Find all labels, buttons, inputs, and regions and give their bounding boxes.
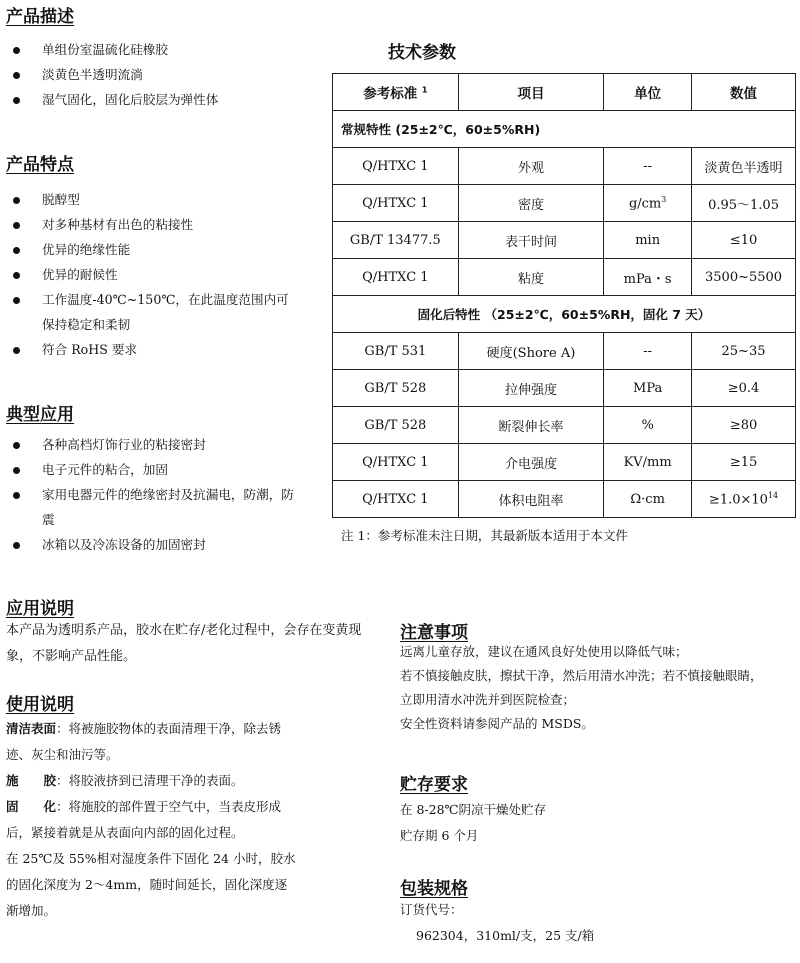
table-row: GB/T 528 拉伸强度 MPa ≥0.4 <box>333 370 796 407</box>
product-desc-list <box>6 37 306 112</box>
list-item: 各种高档灯饰行业的粘接密封 <box>6 432 296 457</box>
packaging-body <box>400 897 770 949</box>
list-item: 电子元件的粘合，加固 <box>6 457 296 482</box>
storage-heading: 贮存要求 <box>400 775 468 795</box>
list-item: 家用电器元件的绝缘密封及抗漏电，防潮，防震 <box>6 482 296 532</box>
cautions-heading: 注意事项 <box>400 623 468 643</box>
tech-heading: 技术参数 <box>388 43 456 63</box>
section-row: 固化后特性 （25±2℃，60±5%RH，固化 7 天） <box>333 296 796 333</box>
section-row: 常规特性 (25±2℃，60±5%RH) <box>333 111 796 148</box>
table-row: Q/HTXC 1 介电强度 KV/mm ≥15 <box>333 444 796 481</box>
table-header-row <box>333 74 796 111</box>
list-item: 脱醇型 <box>6 187 296 212</box>
header-cell: 参考标准 $^1$ <box>333 74 459 111</box>
app-notes-text: 本产品为透明系产品，胶水在贮存/老化过程中，会存在变黄现象，不影响产品性能。 <box>6 623 362 664</box>
order-label: 订货代号： <box>400 902 463 917</box>
usage-heading: 使用说明 <box>6 695 74 715</box>
usage-body <box>6 716 298 924</box>
typical-apps-list <box>6 432 296 557</box>
header-cell: 单位 <box>604 74 692 111</box>
table-row: GB/T 531 硬度(Shore A) -- 25~35 <box>333 333 796 370</box>
table-note: 注 1：参考标准未注日期，其最新版本适用于本文件 <box>341 528 628 543</box>
usage-clean: 清洁表面：将被施胶物体的表面清理干净，除去锈迹、灰尘和油污等。 <box>6 721 282 762</box>
list-item: 工作温度-40℃~150℃，在此温度范围内可保持稳定和柔韧 <box>6 287 296 337</box>
list-item: 单组份室温硫化硅橡胶 <box>6 37 306 62</box>
usage-cure: 固 化：将施胶的部件置于空气中，当表皮形成后，紧接着就是从表面向内部的固化过程。 <box>6 799 282 840</box>
list-item: 冰箱以及冷冻设备的加固密封 <box>6 532 296 557</box>
list-item: 淡黄色半透明流淌 <box>6 62 306 87</box>
table-row: Q/HTXC 1 外观 -- 淡黄色半透明 <box>333 148 796 185</box>
storage-line: 贮存期 6 个月 <box>400 828 479 843</box>
list-item: 优异的耐候性 <box>6 262 296 287</box>
typical-apps-heading: 典型应用 <box>6 405 74 425</box>
cautions-body <box>400 640 772 736</box>
tech-table <box>332 73 796 518</box>
table-row: GB/T 528 断裂伸长率 % ≥80 <box>333 407 796 444</box>
header-cell: 项目 <box>458 74 604 111</box>
product-desc-heading: 产品描述 <box>6 7 74 27</box>
caution-line: 若不慎接触皮肤，擦拭干净，然后用清水冲洗；若不慎接触眼睛，立即用清水冲洗并到医院检查； <box>400 668 763 707</box>
product-features-list <box>6 187 296 362</box>
packaging-heading: 包装规格 <box>400 879 468 899</box>
usage-cure-detail: 在 25℃及 55%相对湿度条件下固化 24 小时，胶水的固化深度为 2～4mm，随时间延长，固化深度逐渐增加。 <box>6 851 296 918</box>
caution-line: 远离儿童存放，建议在通风良好处使用以降低气味； <box>400 644 688 659</box>
table-row: Q/HTXC 1 密度 $g/cm^3$ 0.95～1.05 <box>333 185 796 222</box>
product-features-heading: 产品特点 <box>6 155 74 175</box>
list-item: 对多种基材有出色的粘接性 <box>6 212 296 237</box>
list-item: 优异的绝缘性能 <box>6 237 296 262</box>
table-row: Q/HTXC 1 体积电阻率 Ω·cm $\ge 1.0\times 10^{14}$ <box>333 481 796 518</box>
list-item: 湿气固化，固化后胶层为弹性体 <box>6 87 306 112</box>
storage-line: 在 8-28℃阴凉干燥处贮存 <box>400 802 547 817</box>
table-row: Q/HTXC 1 粘度 mPa・s 3500~5500 <box>333 259 796 296</box>
usage-apply: 施 胶：将胶液挤到已清理干净的表面。 <box>6 773 244 788</box>
list-item: 符合 RoHS 要求 <box>6 337 296 362</box>
order-value: 962304，310ml/支，25 支/箱 <box>416 928 595 943</box>
table-row: GB/T 13477.5 表干时间 min ≤10 <box>333 222 796 259</box>
storage-body <box>400 797 770 849</box>
header-cell: 数值 <box>692 74 796 111</box>
app-notes-heading: 应用说明 <box>6 599 74 619</box>
caution-line: 安全性资料请参阅产品的 MSDS。 <box>400 716 594 731</box>
